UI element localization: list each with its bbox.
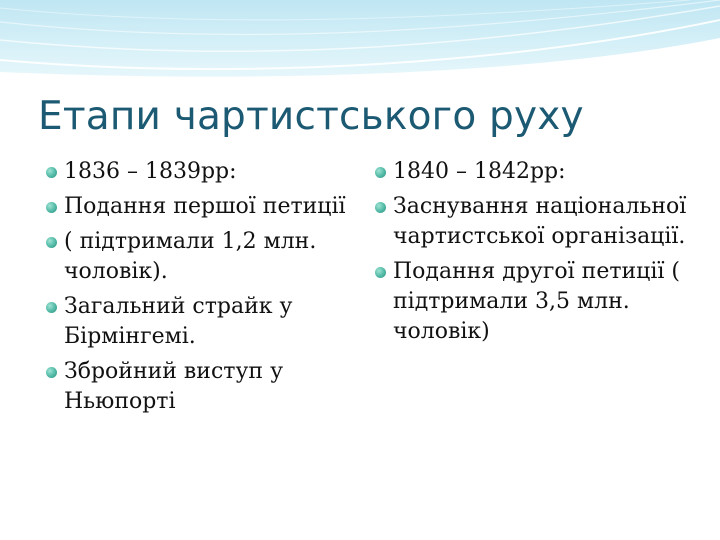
list-item-text: Заснування національної чартистської організації. [393,194,687,249]
list-item-text: Збройний виступ у Ньюпорті [64,359,284,414]
bullet-icon [46,367,57,378]
bullet-icon [46,302,57,313]
left-bullet-list [46,157,346,422]
list-item-text: ( підтримали 1,2 млн. чоловік). [64,229,317,284]
bullet-icon [375,267,386,278]
bullet-icon [46,167,57,178]
list-item [375,192,695,252]
bullet-icon [46,237,57,248]
bullet-icon [375,202,386,213]
header-decoration [0,0,720,80]
list-item [46,192,346,222]
list-item-text: 1840 – 1842рр: [393,159,566,184]
list-item [375,257,695,347]
bullet-icon [375,167,386,178]
list-item [375,157,695,187]
bullet-icon [46,202,57,213]
list-item-text: Подання другої петиції ( підтримали 3,5 млн. чоловік) [393,259,680,344]
list-item [46,357,346,417]
list-item [46,227,346,287]
list-item-text: Загальний страйк у Бірмінгемі. [64,294,293,349]
slide-title: Етапи чартистського руху [38,94,584,139]
list-item [46,292,346,352]
list-item-text: Подання першої петиції [64,194,346,219]
right-bullet-list [375,157,695,352]
list-item-text: 1836 – 1839рр: [64,159,237,184]
list-item [46,157,346,187]
